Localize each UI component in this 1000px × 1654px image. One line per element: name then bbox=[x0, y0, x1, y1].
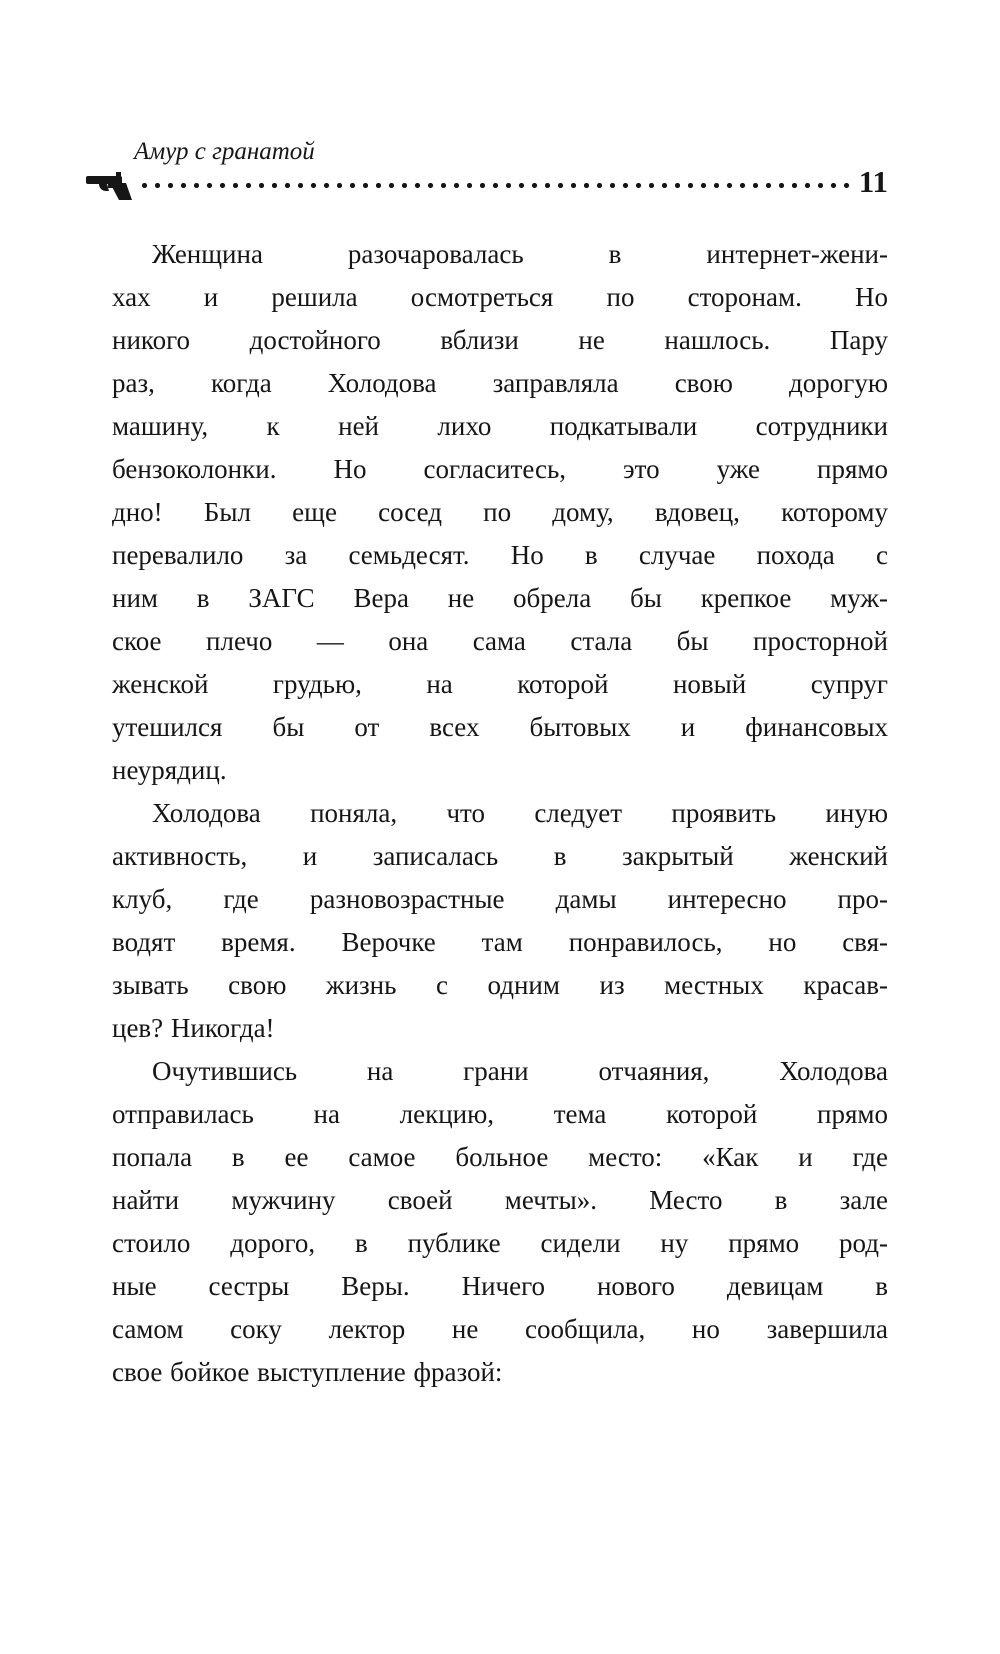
text-line: Очутившись на грани отчаяния, Холодова bbox=[152, 1055, 888, 1086]
text-line: неурядиц. bbox=[112, 754, 227, 785]
text-line: цев? Никогда! bbox=[112, 1012, 275, 1043]
text-line: попала в ее самое больное место: «Как и где bbox=[112, 1141, 888, 1172]
text-line: водят время. Верочке там понравилось, но свя- bbox=[112, 926, 888, 957]
text-line: найти мужчину своей мечты». Место в зале bbox=[112, 1184, 888, 1215]
text-line: ним в ЗАГС Вера не обрела бы крепкое муж- bbox=[112, 582, 888, 613]
text-line: раз, когда Холодова заправляла свою дорогую bbox=[112, 367, 888, 398]
running-title: Амур с гранатой bbox=[134, 138, 315, 165]
text-line: активность, и записалась в закрытый женский bbox=[112, 840, 888, 871]
text-line: Женщина разочаровалась в интернет-жени- bbox=[152, 238, 888, 269]
running-head bbox=[112, 138, 888, 203]
dotted-leader bbox=[136, 182, 853, 189]
pistol-icon bbox=[86, 170, 132, 207]
text-block bbox=[112, 233, 888, 1394]
text-line: бензоколонки. Но согласитесь, это уже прямо bbox=[112, 453, 888, 484]
text-line: хах и решила осмотреться по сторонам. Но bbox=[112, 281, 888, 312]
paragraph bbox=[112, 1050, 888, 1394]
text-line: ные сестры Веры. Ничего нового девицам в bbox=[112, 1270, 888, 1301]
text-line: дно! Был еще сосед по дому, вдовец, которому bbox=[112, 496, 888, 527]
text-line: никого достойного вблизи не нашлось. Пару bbox=[112, 324, 888, 355]
text-line: свое бойкое выступление фразой: bbox=[112, 1356, 503, 1387]
text-line: самом соку лектор не сообщила, но завершила bbox=[112, 1313, 888, 1344]
paragraph bbox=[112, 792, 888, 1050]
text-line: ское плечо — она сама стала бы просторной bbox=[112, 625, 888, 656]
header-rule-row bbox=[112, 164, 888, 203]
text-line: зывать свою жизнь с одним из местных красав- bbox=[112, 969, 888, 1000]
text-line: машину, к ней лихо подкатывали сотрудники bbox=[112, 410, 888, 441]
page-number: 11 bbox=[858, 164, 888, 199]
text-line: утешился бы от всех бытовых и финансовых bbox=[112, 711, 888, 742]
text-line: перевалило за семьдесят. Но в случае похода с bbox=[112, 539, 888, 570]
text-line: отправилась на лекцию, тема которой прямо bbox=[112, 1098, 888, 1129]
text-line: женской грудью, на которой новый супруг bbox=[112, 668, 888, 699]
paragraph bbox=[112, 233, 888, 792]
text-line: клуб, где разновозрастные дамы интересно про- bbox=[112, 883, 888, 914]
text-line: стоило дорого, в публике сидели ну прямо род- bbox=[112, 1227, 888, 1258]
text-line: Холодова поняла, что следует проявить иную bbox=[152, 797, 888, 828]
